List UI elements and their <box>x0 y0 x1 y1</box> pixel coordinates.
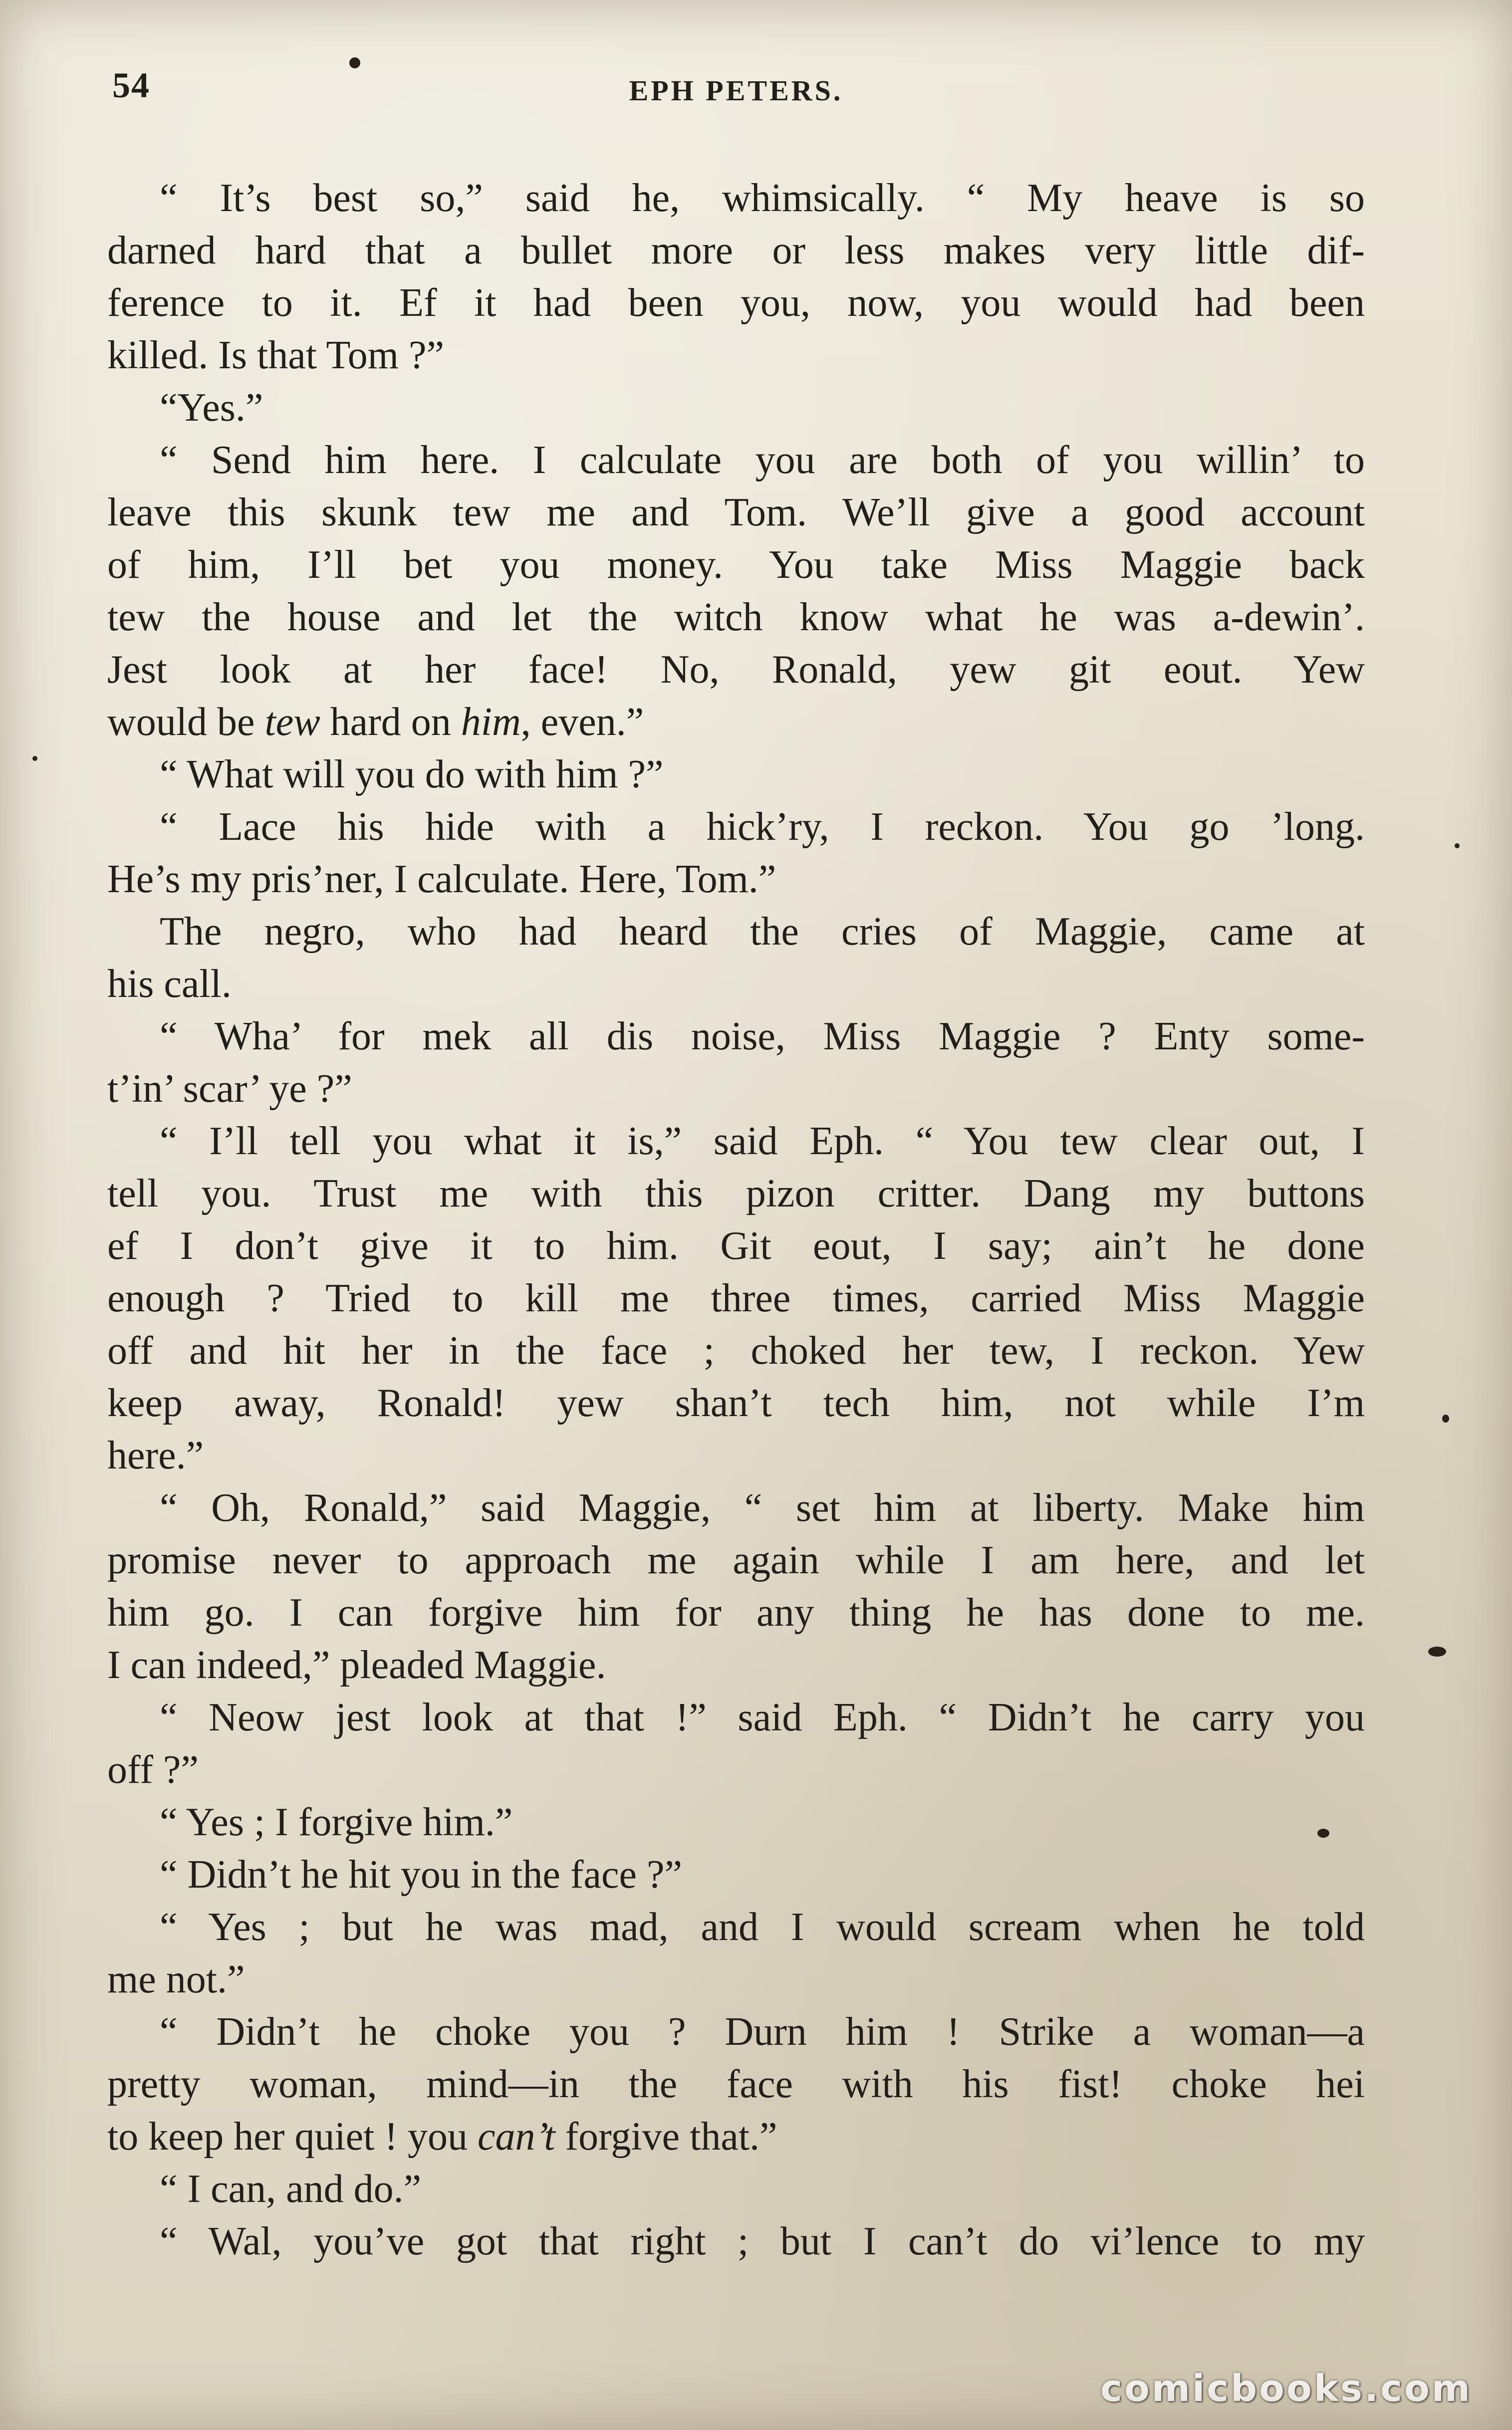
text-line: “Yes.” <box>160 386 263 430</box>
text-line: leave this skunk tew me and Tom. We’ll give a good account <box>107 490 1365 534</box>
paragraph <box>107 2215 1365 2268</box>
paragraph <box>107 1010 1365 1115</box>
text-line: He’s my pris’ner, I calculate. Here, Tom.” <box>107 857 776 901</box>
text-line: darned hard that a bullet more or less makes very little dif- <box>107 229 1365 272</box>
text-line: “ Neow jest look at that !” said Eph. “ Didn’t he carry you <box>160 1696 1365 1739</box>
paper-speck <box>349 57 360 68</box>
text-line: “ Lace his hide with a hick’ry, I reckon. You go ’long. <box>160 805 1365 849</box>
paragraph <box>107 1692 1365 1796</box>
running-head: EPH PETERS. <box>629 74 843 107</box>
paragraph <box>107 1115 1365 1482</box>
paper-speck <box>1442 1415 1449 1423</box>
paragraph <box>107 1849 1365 1901</box>
paragraph <box>107 1482 1365 1692</box>
text-line: “ I can, and do.” <box>160 2167 422 2211</box>
paragraph <box>107 434 1365 748</box>
text-line: his call. <box>107 962 232 1006</box>
text-line: off and hit her in the face ; choked her tew, I reckon. Yew <box>107 1329 1365 1373</box>
text-line: him go. I can forgive him for any thing he has done to me. <box>107 1591 1365 1635</box>
paper-speck <box>1428 1647 1446 1657</box>
text-line: “ Wha’ for mek all dis noise, Miss Maggie ? Enty some- <box>160 1014 1365 1058</box>
watermark: comicbooks.com <box>1100 2367 1472 2410</box>
text-line: I can indeed,” pleaded Maggie. <box>107 1643 606 1687</box>
paper-speck <box>1317 1829 1329 1838</box>
text-line: off ?” <box>107 1748 199 1792</box>
page-header <box>107 65 1365 110</box>
paragraph <box>107 1796 1365 1849</box>
text-line: “ Yes ; but he was mad, and I would scream when he told <box>160 1905 1365 1949</box>
body-text <box>107 172 1365 2268</box>
text-line: keep away, Ronald! yew shan’t tech him, not while I’m <box>107 1381 1365 1425</box>
text-line: here.” <box>107 1434 204 1477</box>
paragraph <box>107 382 1365 434</box>
text-line: killed. Is that Tom ?” <box>107 333 444 377</box>
paragraph <box>107 906 1365 1010</box>
paper-speck <box>1455 843 1460 848</box>
text-line: tew the house and let the witch know what he was a-dewin’. <box>107 595 1365 639</box>
text-line: “ It’s best so,” said he, whimsically. “ My heave is so <box>160 176 1365 220</box>
text-line: “ Yes ; I forgive him.” <box>160 1800 513 1844</box>
text-line: “ Didn’t he hit you in the face ?” <box>160 1853 683 1897</box>
text-line: enough ? Tried to kill me three times, carried Miss Maggie <box>107 1276 1365 1320</box>
paragraph <box>107 801 1365 906</box>
text-line: to keep her quiet ! you can’t forgive that.” <box>107 2115 777 2159</box>
text-line: ference to it. Ef it had been you, now, you would had been <box>107 281 1365 325</box>
text-line: “ Send him here. I calculate you are both of you willin’ to <box>160 438 1365 482</box>
text-line: pretty woman, mind—in the face with his fist! choke hei <box>107 2062 1365 2106</box>
text-line: t’in’ scar’ ye ?” <box>107 1067 352 1111</box>
paragraph <box>107 2006 1365 2163</box>
page-number: 54 <box>112 65 150 105</box>
text-line: ef I don’t give it to him. Git eout, I say; ain’t he done <box>107 1224 1365 1268</box>
text-line: “ Oh, Ronald,” said Maggie, “ set him at liberty. Make him <box>160 1486 1365 1530</box>
text-line: tell you. Trust me with this pizon critter. Dang my buttons <box>107 1172 1365 1215</box>
text-line: “ What will you do with him ?” <box>160 752 664 796</box>
text-line: “ I’ll tell you what it is,” said Eph. “ You tew clear out, I <box>160 1119 1365 1163</box>
text-line: “ Didn’t he choke you ? Durn him ! Strike a woman—a <box>160 2010 1365 2054</box>
paper-speck <box>32 756 37 761</box>
text-line: Jest look at her face! No, Ronald, yew git eout. Yew <box>107 648 1365 692</box>
paragraph <box>107 1901 1365 2006</box>
paragraph <box>107 172 1365 382</box>
paragraph <box>107 2163 1365 2215</box>
text-line: The negro, who had heard the cries of Maggie, came at <box>160 910 1365 954</box>
paragraph <box>107 748 1365 801</box>
text-line: “ Wal, you’ve got that right ; but I can’t do vi’lence to my <box>160 2219 1365 2263</box>
text-line: of him, I’ll bet you money. You take Miss Maggie back <box>107 543 1365 587</box>
text-line: would be tew hard on him, even.” <box>107 700 644 744</box>
text-line: me not.” <box>107 1957 245 2001</box>
text-line: promise never to approach me again while I am here, and let <box>107 1538 1365 1582</box>
